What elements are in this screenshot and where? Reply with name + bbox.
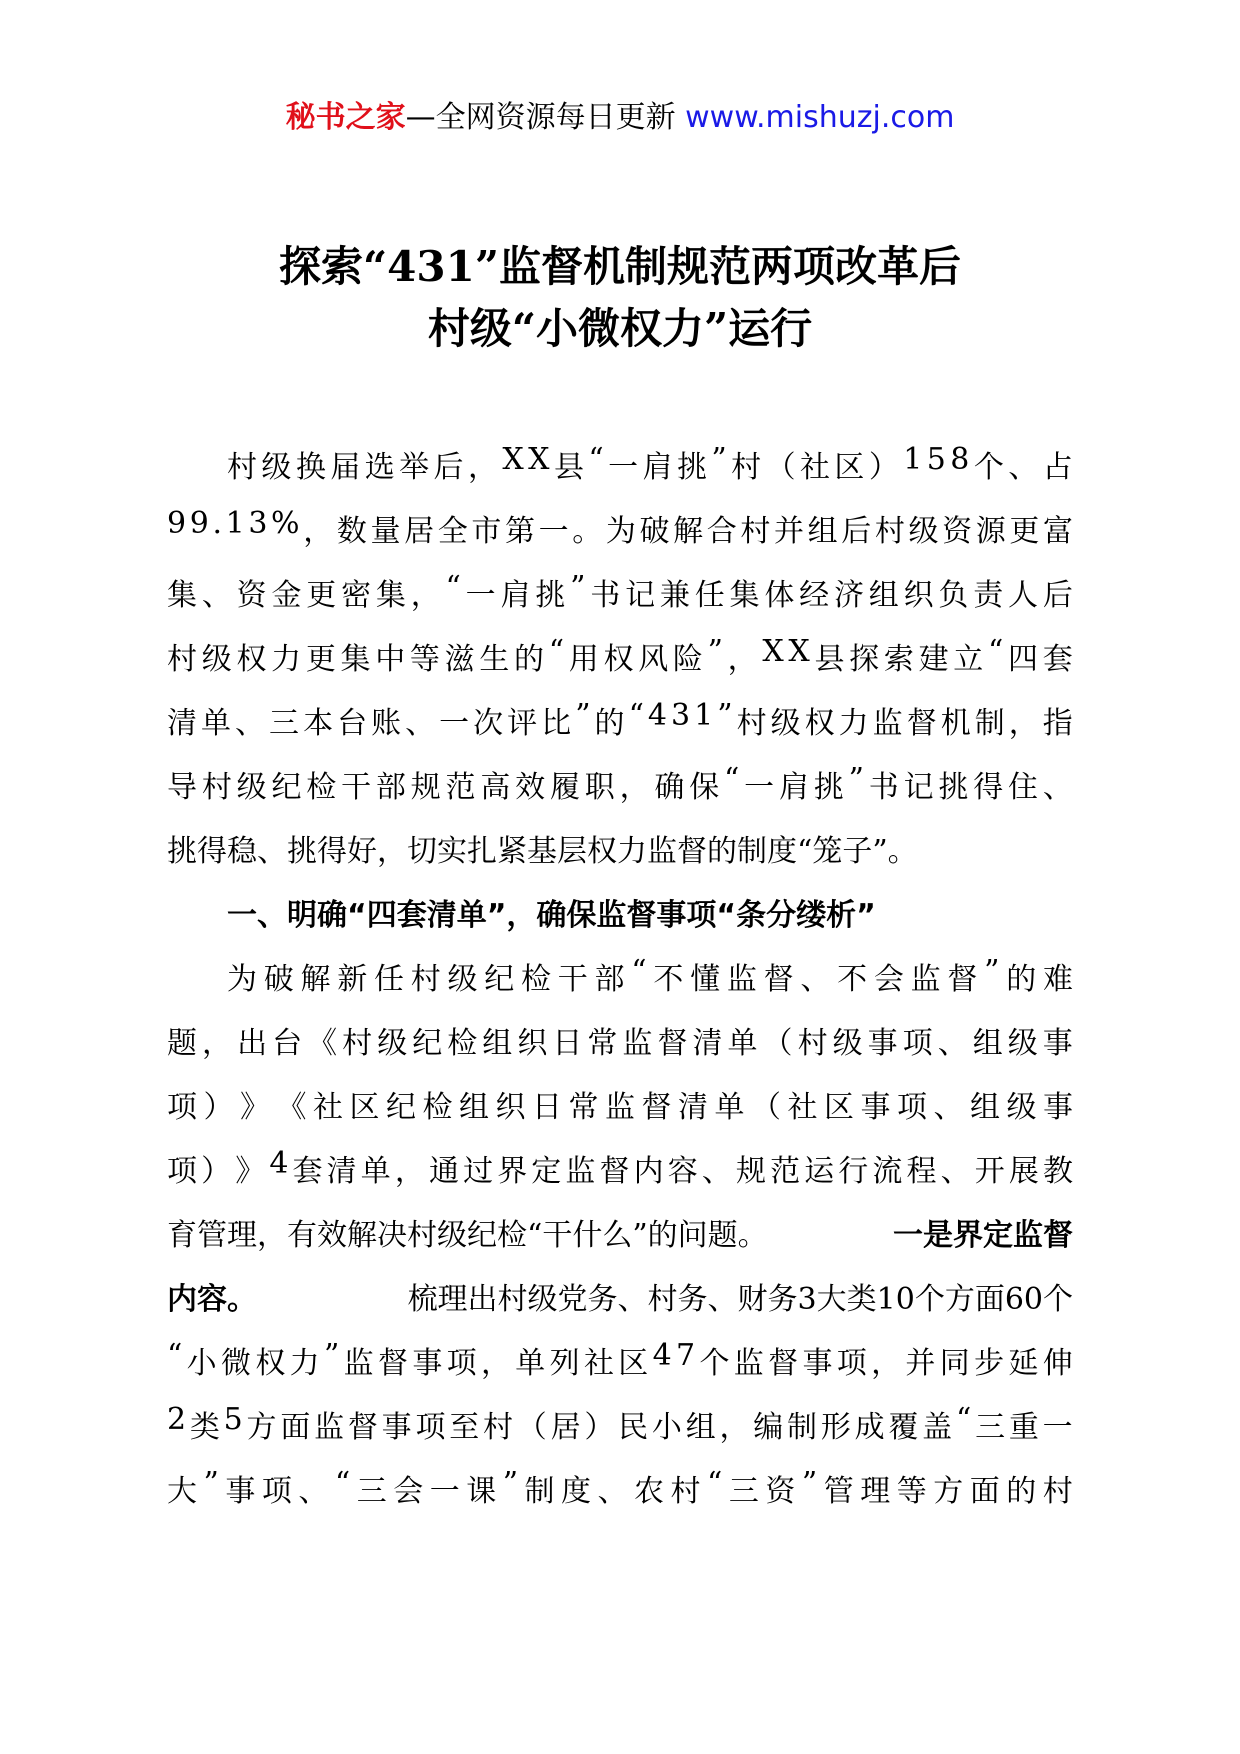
- section-heading: 一、明确“四套清单”，确保监督事项“条分缕析”: [227, 898, 876, 933]
- paragraph-line: 村 级 换 届 选 举 后 ， X X 县 “ 一 肩 挑 ” 村 （ 社 区 ） 1 5 8 个 、 占: [227, 442, 1073, 485]
- document-title: [0, 236, 1240, 360]
- paragraph-line: 题 ， 出 台 《 村 级 纪 检 组 织 日 常 监 督 清 单 （ 村 级 事 项 、 组 级 事: [167, 1026, 1073, 1061]
- header-tagline: —全网资源每日更新: [405, 100, 676, 135]
- paragraph-line: 为 破 解 新 任 村 级 纪 检 干 部 “ 不 懂 监 督 、 不 会 监 督 ” 的 难: [227, 954, 1073, 997]
- bold-lead: 一是界定监督: [893, 1218, 1073, 1253]
- paragraph-line: 2 类 5 方 面 监 督 事 项 至 村 （ 居 ） 民 小 组 ， 编 制 形 成 覆 盖 “ 三 重 一: [167, 1402, 1073, 1445]
- header-brand: 秘书之家: [285, 100, 406, 135]
- bold-lead-cont: 内容。: [167, 1282, 257, 1317]
- paragraph-line: 清 单 、 三 本 台 账 、 一 次 评 比 ” 的 “ 4 3 1 ” 村 级 权 力 监 督 机 制 ， 指: [167, 698, 1073, 741]
- paragraph-line: 村 级 权 力 更 集 中 等 滋 生 的 “ 用 权 风 险 ” ， X X 县 探 索 建 立 “ 四 套: [167, 634, 1073, 677]
- paragraph-line: 挑得稳、挑得好，切实扎紧基层权力监督的制度“笼子”。: [167, 834, 918, 869]
- paragraph-line: 项 ） 》 《 社 区 纪 检 组 织 日 常 监 督 清 单 （ 社 区 事 项 、 组 级 事: [167, 1090, 1073, 1125]
- title-line-1: 探索“431”监督机制规范两项改革后: [279, 242, 961, 291]
- header-url-link[interactable]: www.mishuzj.com: [685, 100, 955, 135]
- paragraph-line: 大 ” 事 项 、 “ 三 会 一 课 ” 制 度 、 农 村 “ 三 资 ” 管 理 等 方 面 的 村: [167, 1466, 1073, 1509]
- paragraph-line: 项 ） 》 4 套 清 单 ， 通 过 界 定 监 督 内 容 、 规 范 运 行 流 程 、 开 展 教: [167, 1146, 1073, 1189]
- paragraph-line: 9 9 . 1 3 % ， 数 量 居 全 市 第 一 。 为 破 解 合 村 并 组 后 村 级 资 源 更 富: [167, 506, 1073, 549]
- paragraph-line: 集 、 资 金 更 密 集 ， “ 一 肩 挑 ” 书 记 兼 任 集 体 经 济 组 织 负 责 人 后: [167, 570, 1073, 613]
- document-body: [167, 432, 1073, 1520]
- title-line-2: 村级“小微权力”运行: [427, 304, 813, 353]
- paragraph-line: 导 村 级 纪 检 干 部 规 范 高 效 履 职 ， 确 保 “ 一 肩 挑 ” 书 记 挑 得 住 、: [167, 762, 1073, 805]
- paragraph-line: “ 小 微 权 力 ” 监 督 事 项 ， 单 列 社 区 4 7 个 监 督 事 项 ， 并 同 步 延 伸: [167, 1338, 1073, 1381]
- paragraph-line: 育管理，有效解决村级纪检“干什么”的问题。 一是界定监督: [167, 1200, 1073, 1264]
- paragraph-line: 内容。 梳理出村级党务、村务、财务3大类10个方面60个: [167, 1264, 1073, 1328]
- site-header: [0, 98, 1240, 138]
